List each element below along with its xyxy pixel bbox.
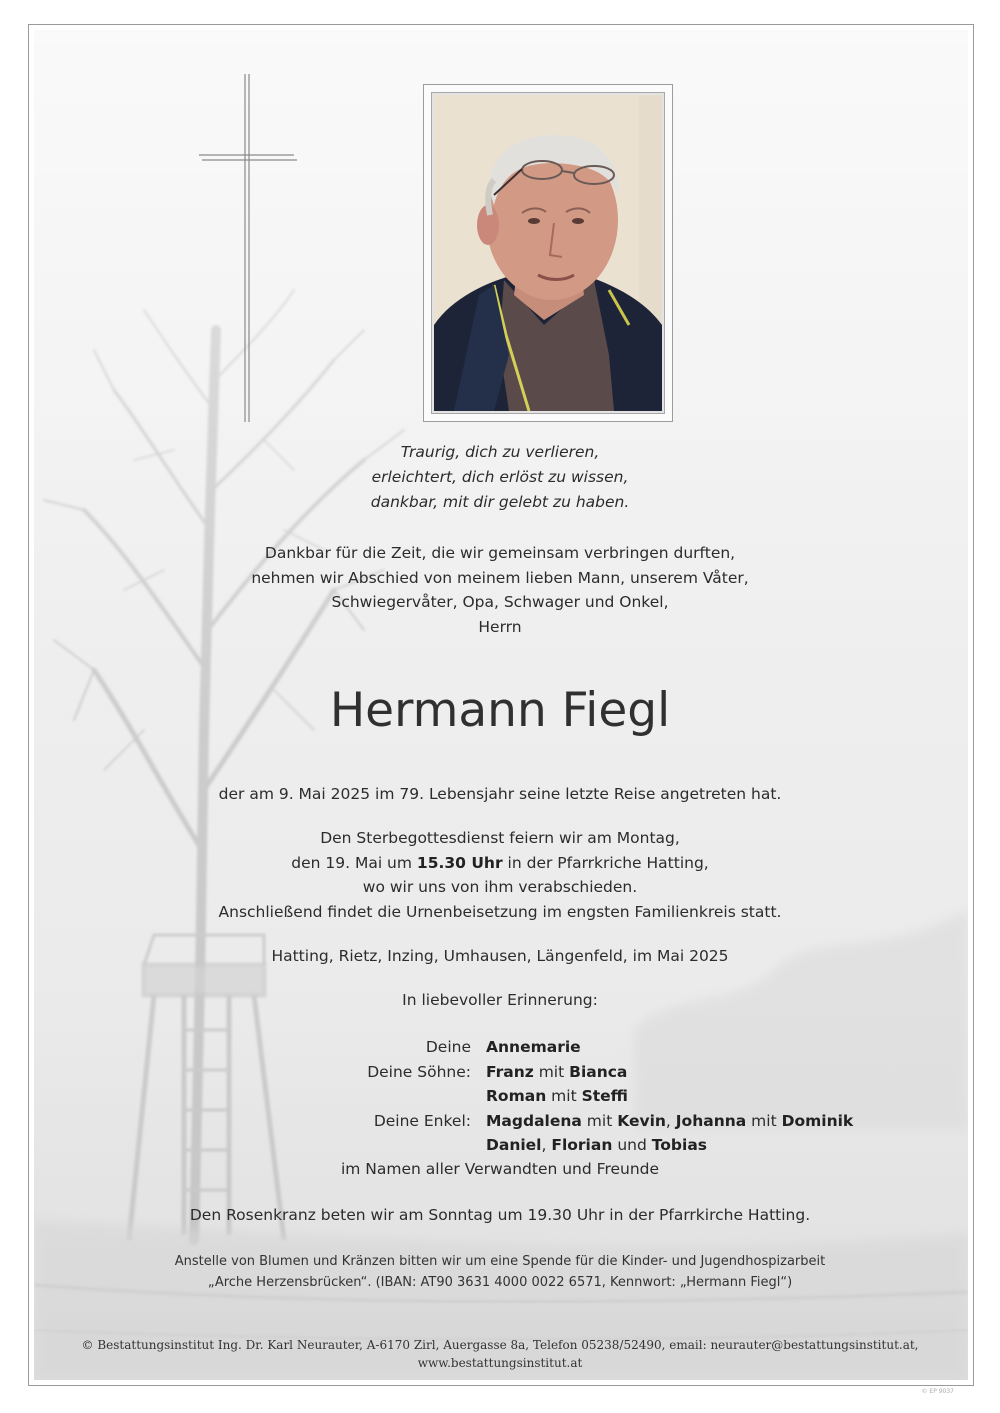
connector: und: [617, 1136, 647, 1154]
portrait-photo: [434, 95, 662, 411]
cross-icon: [199, 74, 299, 422]
deceased-name: Hermann Fiegl: [329, 683, 671, 738]
mourner-row-grandchildren: Deine Enkel: Magdalena mit Kevin, Johanna mit Dominik: [300, 1109, 900, 1134]
mourner-label: Deine Söhne:: [367, 1062, 471, 1081]
funeral-service-info: [0, 826, 1000, 924]
rosary-info: Den Rosenkranz beten wir am Sonntag um 19.30 Uhr in der Pfarrkirche Hatting.: [189, 1206, 811, 1224]
grandchild-name: Magdalena: [486, 1111, 582, 1130]
places-and-date: Hatting, Rietz, Inzing, Umhausen, Längenfeld, im Mai 2025: [271, 947, 729, 965]
mourners-list: [300, 1035, 900, 1158]
intro-line: Dankbar für die Zeit, die wir gemeinsam verbringen durften,: [264, 544, 736, 562]
mourner-row-sons-2: [300, 1084, 900, 1109]
connector: mit: [538, 1062, 565, 1081]
grandchild-name: Tobias: [651, 1136, 708, 1154]
partner-name: Dominik: [781, 1111, 854, 1130]
service-line: [0, 851, 1000, 876]
service-time: 15.30 Uhr: [416, 853, 503, 872]
death-notice: der am 9. Mai 2025 im 79. Lebensjahr seine letzte Reise angetreten hat.: [218, 785, 782, 803]
intro-line: nehmen wir Abschied von meinem lieben Mann, unserem Våter,: [251, 568, 749, 587]
grandchild-name: Florian: [551, 1136, 613, 1154]
mourner-label: Deine Enkel:: [373, 1111, 471, 1130]
partner-name: Kevin: [617, 1111, 666, 1130]
son-name: Roman: [486, 1087, 547, 1105]
intro-text: [0, 541, 1000, 639]
connector: mit: [551, 1087, 577, 1105]
donation-line: „Arche Herzensbrücken“. (IBAN: AT90 3631 4000 0022 6571, Kennwort: „Hermann Fiegl“): [207, 1275, 793, 1290]
mourner-row-grandchildren-2: Daniel, Florian und Tobias: [486, 1136, 708, 1154]
partner-name: Bianca: [569, 1062, 628, 1081]
poem: [0, 440, 1000, 515]
spouse-name: Annemarie: [486, 1038, 581, 1056]
grandchild-name: Johanna: [675, 1111, 747, 1130]
connector: mit: [586, 1111, 613, 1130]
poem-line: dankbar, mit dir gelebt zu haben.: [370, 493, 630, 511]
memory-heading: In liebevoller Erinnerung:: [402, 991, 598, 1009]
template-code: © EP 9037: [921, 1388, 954, 1395]
mourner-row-sons: [300, 1060, 900, 1085]
donation-line: Anstelle von Blumen und Kränzen bitten wir um eine Spende für die Kinder- und Jugendhospizarbeit: [174, 1254, 826, 1269]
intro-line: Schwiegervåter, Opa, Schwager und Onkel,: [331, 593, 669, 611]
donation-note: [0, 1251, 1000, 1293]
mourner-row-spouse: [300, 1035, 900, 1060]
service-place: in der Pfarrkriche Hatting,: [502, 853, 709, 872]
funeral-home-footer: © Bestattungsinstitut Ing. Dr. Karl Neurauter, A-6170 Zirl, Auergasse 8a, Telefon 05238/52490, email: neurauter@bestattungsinstitut.at, www.bestattungsinstitut.at: [81, 1338, 919, 1370]
intro-line: Herrn: [478, 617, 522, 636]
connector: mit: [751, 1111, 777, 1130]
grandchild-name: Daniel: [486, 1136, 542, 1154]
poem-line: erleichtert, dich erlöst zu wissen,: [371, 468, 629, 486]
service-line: wo wir uns von ihm verabschieden.: [362, 878, 638, 896]
poem-line: Traurig, dich zu verlieren,: [400, 443, 600, 461]
son-name: Franz: [486, 1062, 534, 1081]
service-line: Anschließend findet die Urnenbeisetzung im engsten Familienkreis statt.: [218, 902, 782, 921]
service-date: den 19. Mai um: [291, 853, 417, 872]
partner-name: Steffi: [581, 1087, 628, 1105]
mourners-closing: im Namen aller Verwandten und Freunde: [340, 1160, 660, 1178]
service-line: Den Sterbegottesdienst feiern wir am Montag,: [320, 829, 680, 847]
mourner-label: Deine: [425, 1038, 471, 1056]
